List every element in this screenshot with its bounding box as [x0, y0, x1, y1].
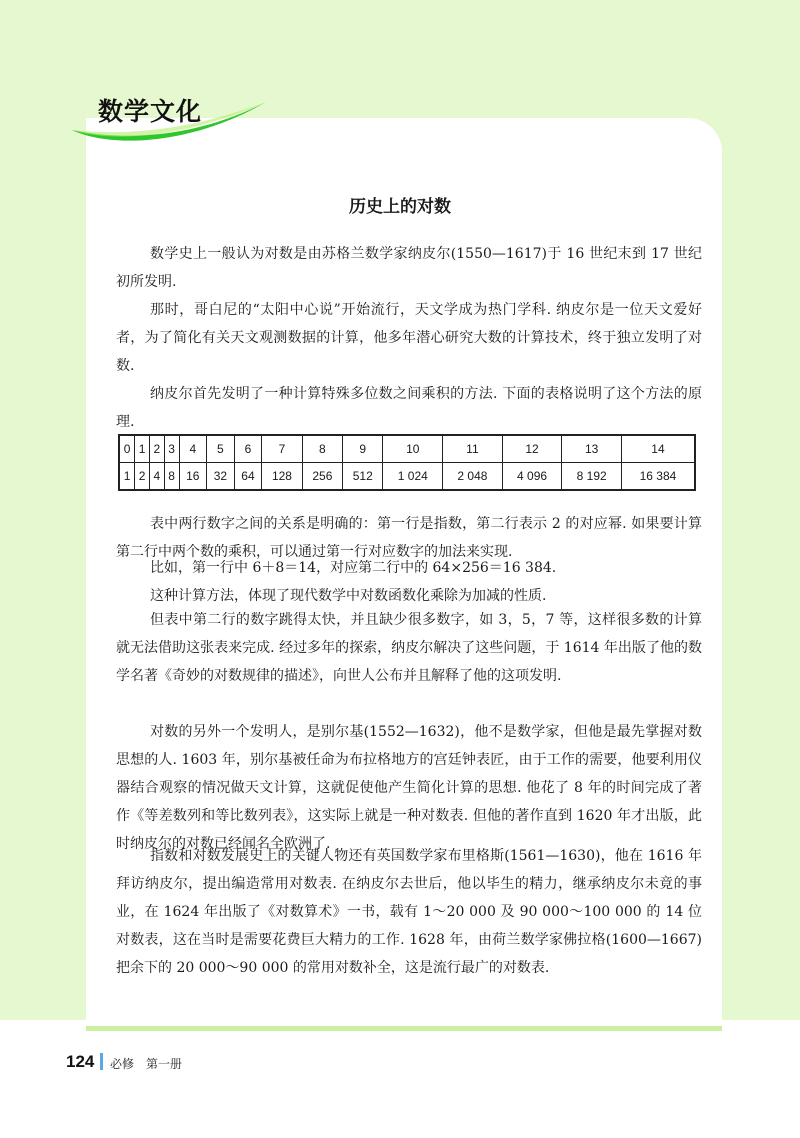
- table-cell: 14: [621, 435, 695, 463]
- paragraph: 数学史上一般认为对数是由苏格兰数学家纳皮尔(1550—1617)于 16 世纪末到 17 世纪初所发明.: [116, 246, 702, 290]
- table-cell: 10: [383, 435, 443, 463]
- book-label: 必修 第一册: [110, 1057, 183, 1071]
- table-cell: 1: [135, 435, 150, 463]
- paragraph: 对数的另外一个发明人，是别尔基(1552—1632)，他不是数学家，但他是最先掌握对数思想的人. 1603 年，别尔基被任命为布拉格地方的宫廷钟表匠，由于工作的需要，他要利用仪器结合观察的情况做天文计算，这就促使他产生简化计算的思想. 他花了 8 年的时间完成了著作《等差数列和等比数列表》，这实际上就是一种对数表. 但他的著作直到 1620 年才出版，此时纳皮尔的对数已经闻名全欧洲了.: [116, 724, 702, 852]
- table-cell: 8 192: [562, 463, 622, 491]
- table-cell: 3: [164, 435, 179, 463]
- table-cell: 8: [302, 435, 342, 463]
- page-background-lower: [0, 1020, 800, 1138]
- paragraph: 那时，哥白尼的“太阳中心说”开始流行，天文学成为热门学科. 纳皮尔是一位天文爱好者，为了简化有关天文观测数据的计算，他多年潜心研究大数的计算技术，终于独立发明了对数.: [116, 302, 702, 374]
- table-cell: 13: [562, 435, 622, 463]
- paragraph: 但表中第二行的数字跳得太快，并且缺少很多数字，如 3，5，7 等，这样很多数的计算就无法借助这张表来完成. 经过多年的探索，纳皮尔解决了这些问题，于 1614 年出版了他的数学名著《奇妙的对数规律的描述》，向世人公布并且解释了他的这项发明.: [116, 612, 702, 684]
- table-cell: 1 024: [383, 463, 443, 491]
- table-cell: 2: [149, 435, 164, 463]
- paragraph: 指数和对数发展史上的关键人物还有英国数学家布里格斯(1561—1630)，他在 1616 年拜访纳皮尔，提出编造常用对数表. 在纳皮尔去世后，他以毕生的精力，继承纳皮尔未竟的事业，在 1624 年出版了《对数算术》一书，载有 1～20 000 及 90 000～100 000 的 14 位对数表，这在当时是需要花费巨大精力的工作. 1628 年，由荷兰数学家佛拉格(1600—1667)把余下的 20 000～90 000 的常用对数补全，这是流行最广的对数表.: [116, 848, 702, 976]
- exponent-power-table: [118, 434, 696, 491]
- table-cell: 8: [164, 463, 179, 491]
- table-cell: 5: [207, 435, 235, 463]
- table-cell: 16 384: [621, 463, 695, 491]
- table-cell: 256: [302, 463, 342, 491]
- table-cell: 6: [234, 435, 262, 463]
- page-number: 124: [66, 1052, 95, 1071]
- table-cell: 16: [179, 463, 207, 491]
- table-cell: 4: [149, 463, 164, 491]
- paragraph: 纳皮尔首先发明了一种计算特殊多位数之间乘积的方法. 下面的表格说明了这个方法的原理.: [116, 386, 702, 430]
- table-cell: 2 048: [443, 463, 503, 491]
- table-row-powers: [119, 463, 695, 491]
- table-cell: 12: [502, 435, 562, 463]
- table-cell: 4 096: [502, 463, 562, 491]
- footer-rule: [86, 1026, 722, 1031]
- table-cell: 512: [343, 463, 383, 491]
- table-row-exponents: [119, 435, 695, 463]
- table-cell: 11: [443, 435, 503, 463]
- table-cell: 7: [262, 435, 302, 463]
- table-cell: 4: [179, 435, 207, 463]
- paragraph: 表中两行数字之间的关系是明确的：第一行是指数，第二行表示 2 的对应幂. 如果要计算第二行中两个数的乘积，可以通过第一行对应数字的加法来实现.: [116, 516, 702, 560]
- table-cell: 64: [234, 463, 262, 491]
- paragraph: 这种计算方法，体现了现代数学中对数函数化乘除为加减的性质.: [150, 588, 547, 604]
- table-cell: 32: [207, 463, 235, 491]
- table-cell: 128: [262, 463, 302, 491]
- table-cell: 9: [343, 435, 383, 463]
- page-number-divider: [100, 1053, 103, 1070]
- article-title: 历史上的对数: [349, 197, 451, 217]
- table-cell: 0: [119, 435, 135, 463]
- table-cell: 1: [119, 463, 135, 491]
- paragraph: 比如，第一行中 6＋8＝14，对应第二行中的 64×256＝16 384.: [150, 560, 557, 576]
- table-cell: 2: [135, 463, 150, 491]
- section-title: 数学文化: [98, 97, 203, 126]
